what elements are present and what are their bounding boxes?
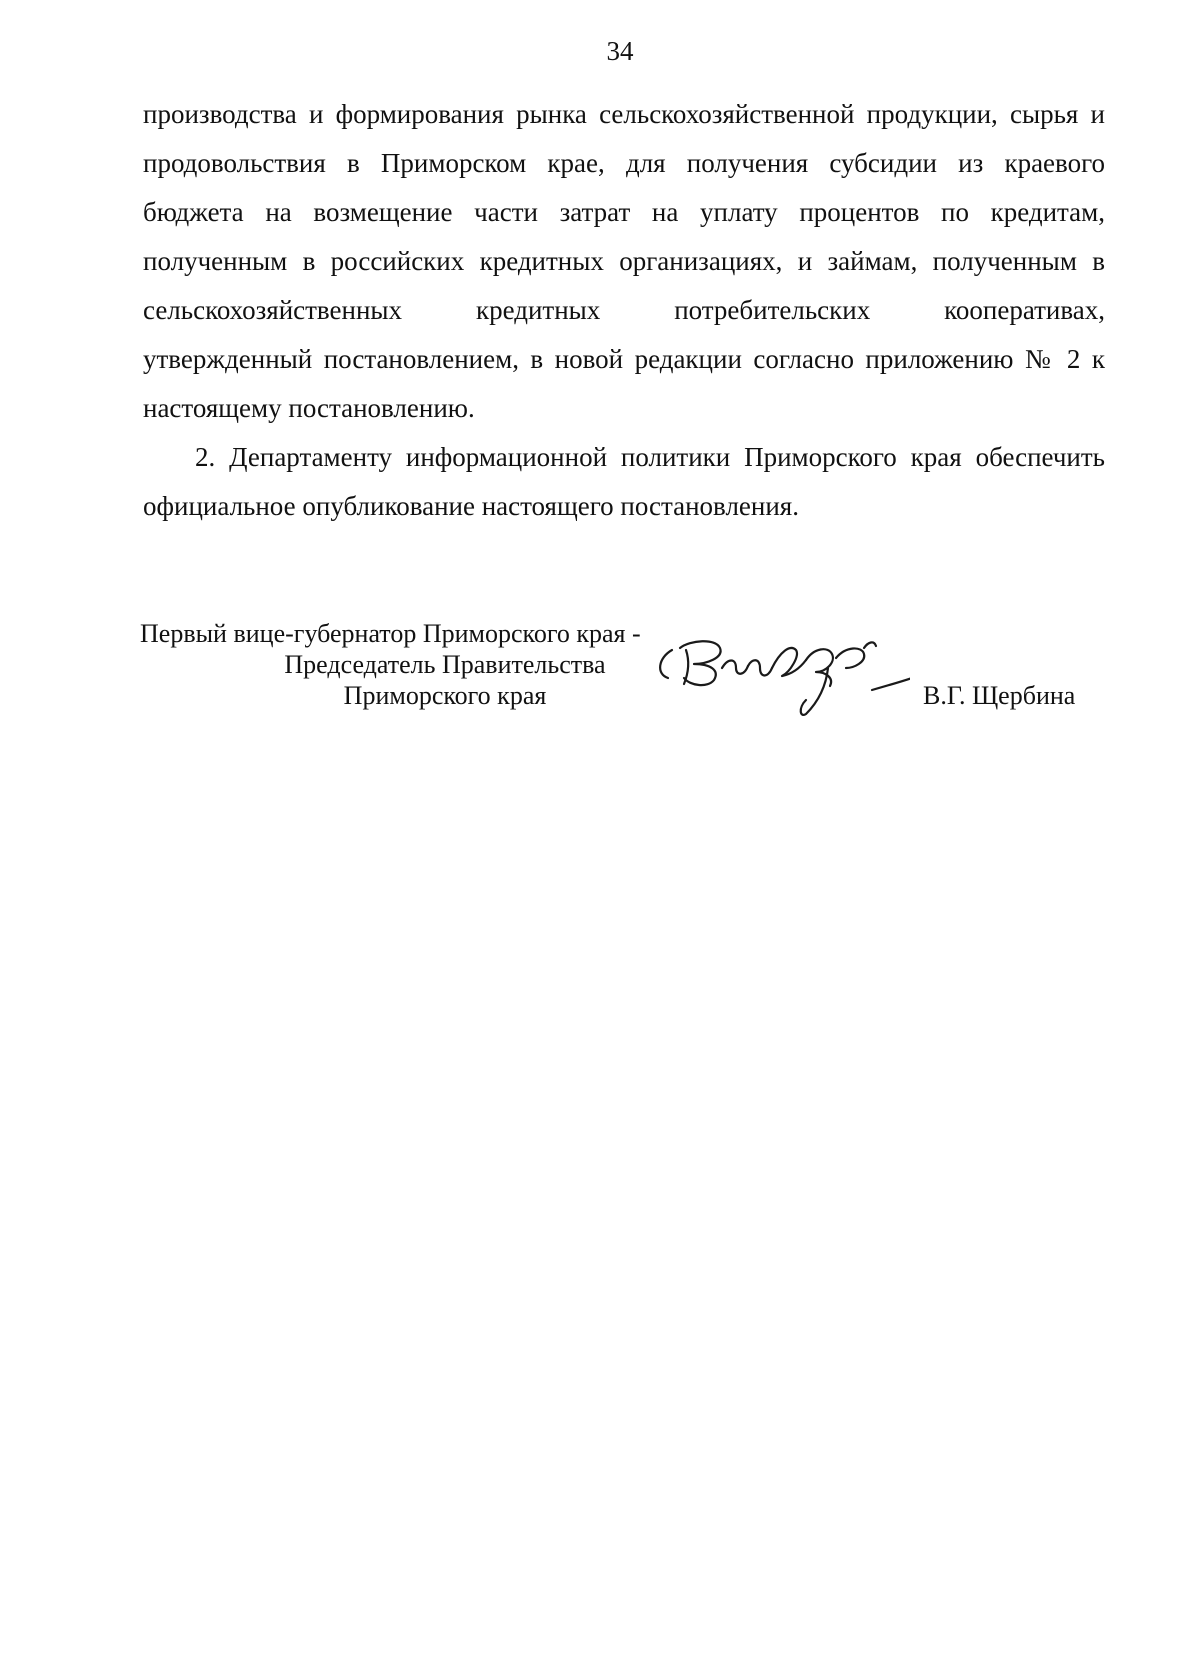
text-line: настоящему постановлению.: [143, 393, 475, 423]
handwritten-signature: [650, 628, 910, 738]
signer-title-line: Председатель Правительства: [284, 650, 606, 679]
signer-title-line: Приморского края: [343, 681, 547, 710]
signer-name: В.Г. Щербина: [923, 681, 1076, 710]
signer-title: [140, 618, 700, 711]
signer-title-line: Первый вице-губернатор Приморского края -: [140, 619, 641, 648]
text-line: продовольствия в Приморском крае, для получения субсидии из краевого: [143, 148, 1105, 178]
text-line: сельскохозяйственных кредитных потребительских кооперативах,: [143, 295, 1105, 325]
document-body: [143, 90, 1105, 531]
text-line: утвержденный постановлением, в новой редакции согласно приложению № 2 к: [143, 344, 1105, 374]
paragraph-item-2: [143, 433, 1105, 531]
text-line: бюджета на возмещение части затрат на уплату процентов по кредитам,: [143, 197, 1105, 227]
text-line: полученным в российских кредитных организациях, и займам, полученным в: [143, 246, 1105, 276]
text-line: производства и формирования рынка сельскохозяйственной продукции, сырья и: [143, 99, 1105, 129]
text-line: 2. Департаменту информационной политики Приморского края обеспечить: [195, 442, 1105, 472]
text-line: официальное опубликование настоящего постановления.: [143, 491, 799, 521]
paragraph-continuation: [143, 90, 1105, 433]
page-number: 34: [606, 36, 634, 66]
signature-block: [140, 618, 1100, 738]
